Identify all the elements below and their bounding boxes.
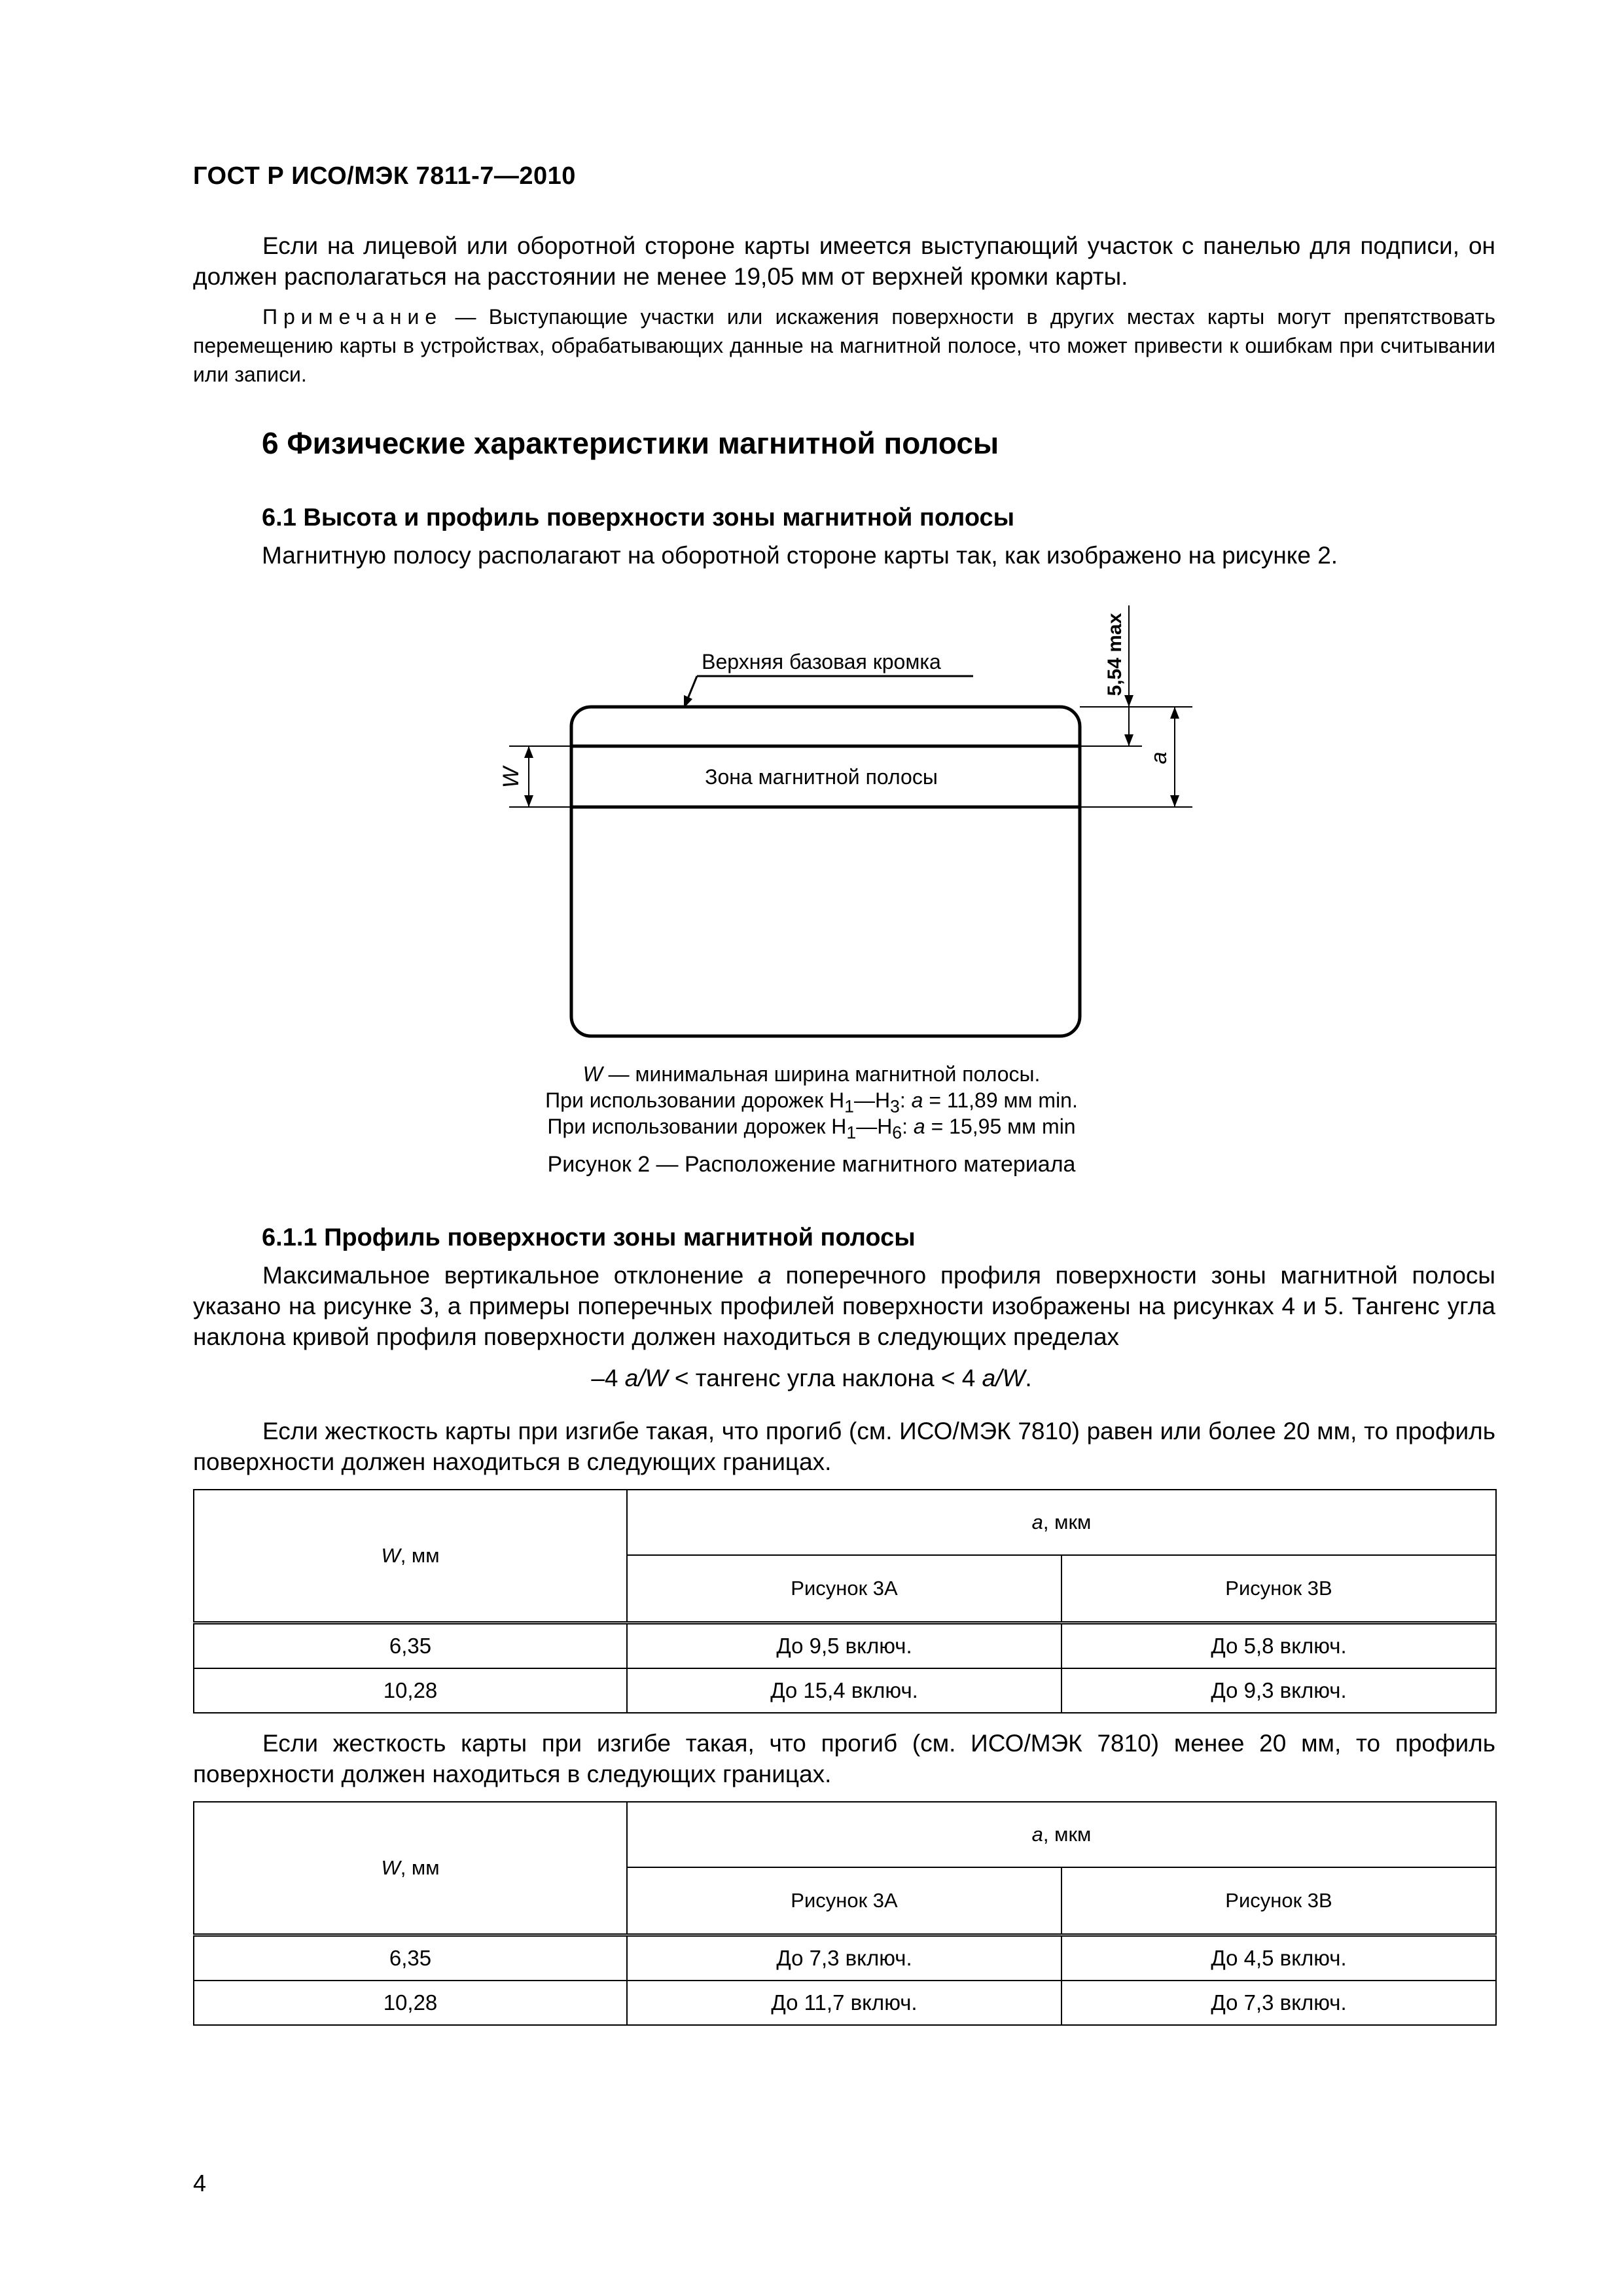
document-header: ГОСТ Р ИСО/МЭК 7811-7—2010 [193, 162, 576, 190]
paragraph-flexible-cards: Если жесткость карты при изгибе такая, что прогиб (см. ИСО/МЭК 7810) менее 20 мм, то профиль поверхности должен находиться в следующих границах. [193, 1730, 1495, 1787]
w-arrow-bottom [524, 795, 533, 807]
cell-a3b: До 5,8 включ. [1061, 1623, 1496, 1669]
table-header-3a: Рисунок 3А [627, 1867, 1061, 1935]
table-row [194, 1935, 1496, 1981]
table-row [194, 1623, 1496, 1669]
table-header-3a: Рисунок 3А [627, 1555, 1061, 1623]
paragraph-rigid-cards: Если жесткость карты при изгибе такая, что прогиб (см. ИСО/МЭК 7810) равен или более 20 мм, то профиль поверхности должен находиться в следующих границах. [193, 1418, 1495, 1475]
figure-2-diagram [0, 0, 1623, 1139]
cell-w: 10,28 [194, 1668, 627, 1713]
intro-paragraph: Если на лицевой или оборотной стороне карты имеется выступающий участок с панелью для подписи, он должен располагаться на расстоянии не менее 19,05 мм от верхней кромки карты. [193, 232, 1495, 290]
cell-w: 10,28 [194, 1981, 627, 2025]
cell-w: 6,35 [194, 1935, 627, 1981]
caption-3-sub1: 1 [846, 1122, 857, 1143]
table-header-a [627, 1490, 1496, 1555]
table-header-a [627, 1802, 1496, 1867]
cell-w: 6,35 [194, 1623, 627, 1669]
w-arrow-top [524, 746, 533, 758]
header-w-unit: , мм [400, 1544, 440, 1567]
table-header-3b: Рисунок 3В [1061, 1555, 1496, 1623]
table-row [194, 1668, 1496, 1713]
caption-2-colon: : [899, 1088, 912, 1112]
section-6-1-1-heading: 6.1.1 Профиль поверхности зоны магнитной полосы [262, 1224, 916, 1251]
dim-a-arrow-top [1170, 707, 1179, 719]
caption-3-var: a [913, 1115, 925, 1138]
cell-a3b: До 7,3 включ. [1061, 1981, 1496, 2025]
p1-var: a [758, 1262, 772, 1289]
header-a-var: a [1031, 1511, 1043, 1534]
formula-a: –4 [591, 1365, 625, 1391]
figure-caption-line-2 [0, 1088, 1623, 1117]
caption-2-var: a [911, 1088, 923, 1112]
header-a-var: a [1031, 1823, 1043, 1846]
dim-554-label: 5,54 max [1104, 613, 1126, 696]
cell-a3a: До 7,3 включ. [627, 1935, 1061, 1981]
figure-caption-line-1 [0, 1062, 1623, 1086]
dim-a-arrow-bottom [1170, 795, 1179, 807]
p1-part-b: поперечного профиля поверхности зоны магнитной полосы указано на рисунке 3, а примеры поперечных профилей поверхности изображены на рисунках 4 и 5. Тангенс угла наклона кривой профиля поверхности должен находиться в следующих пределах [193, 1262, 1495, 1350]
table-header-w [194, 1490, 627, 1623]
caption-3-value: = 15,95 мм min [925, 1115, 1076, 1138]
dim-554-arrow-top [1124, 695, 1133, 707]
note-text: — Выступающие участки или искажения поверхности в других местах карты могут препятствовать перемещению карты в устройствах, обрабатывающих данные на магнитной полосе, что может привести к ошибкам при считывании или записи. [193, 305, 1495, 386]
caption-3-colon: : [902, 1115, 914, 1138]
table-row [194, 1981, 1496, 2025]
table-header-3b: Рисунок 3В [1061, 1867, 1496, 1935]
caption-w-var: W [582, 1062, 603, 1086]
cell-a3b: До 9,3 включ. [1061, 1668, 1496, 1713]
caption-line-1-text: — минимальная ширина магнитной полосы. [602, 1062, 1041, 1086]
slope-formula [0, 1365, 1623, 1392]
w-dim-label: W [499, 766, 524, 789]
caption-2-sub1: 1 [844, 1096, 854, 1117]
table-profile-limits-rigid [193, 1489, 1497, 1713]
caption-2-mid: —H [853, 1088, 891, 1112]
zone-label: Зона магнитной полосы [705, 765, 938, 789]
note-label: Примечание [262, 305, 443, 329]
table-profile-limits-flexible [193, 1801, 1497, 2026]
cell-a3a: До 15,4 включ. [627, 1668, 1061, 1713]
caption-3-sub2: 6 [892, 1122, 902, 1143]
formula-var2: a/W [982, 1365, 1026, 1391]
header-w-var: W [381, 1856, 401, 1879]
section-6-1-1-paragraph [193, 1260, 1495, 1352]
dim-554-arrow-bottom [1124, 734, 1133, 746]
table-header-w [194, 1802, 627, 1935]
caption-3-mid: —H [856, 1115, 893, 1138]
header-a-unit: , мкм [1043, 1511, 1092, 1534]
figure-2-title: Рисунок 2 — Расположение магнитного материала [547, 1152, 1076, 1177]
page-number: 4 [193, 2170, 207, 2197]
header-w-var: W [381, 1544, 401, 1567]
header-a-unit: , мкм [1043, 1823, 1092, 1846]
cell-a3a: До 11,7 включ. [627, 1981, 1061, 2025]
formula-b: < тангенс угла наклона < 4 [668, 1365, 982, 1391]
section-6-1-text: Магнитную полосу располагают на оборотной стороне карты так, как изображено на рисунке 2. [262, 542, 1338, 569]
card-outline [571, 707, 1080, 1036]
section-6-1-heading: 6.1 Высота и профиль поверхности зоны магнитной полосы [262, 504, 1015, 531]
edge-label: Верхняя базовая кромка [702, 650, 941, 673]
figure-caption-line-3 [0, 1115, 1623, 1143]
formula-c: . [1025, 1365, 1032, 1391]
p1-part-a: Максимальное вертикальное отклонение [262, 1262, 758, 1289]
caption-2-sub2: 3 [890, 1096, 900, 1117]
section-6-heading: 6 Физические характеристики магнитной полосы [262, 426, 999, 460]
dim-a-label: a [1147, 751, 1171, 764]
caption-3-prefix: При использовании дорожек H [547, 1115, 847, 1138]
formula-var1: a/W [624, 1365, 668, 1391]
caption-2-prefix: При использовании дорожек H [545, 1088, 845, 1112]
cell-a3a: До 9,5 включ. [627, 1623, 1061, 1669]
header-w-unit: , мм [400, 1856, 440, 1879]
caption-2-value: = 11,89 мм min. [923, 1088, 1078, 1112]
cell-a3b: До 4,5 включ. [1061, 1935, 1496, 1981]
